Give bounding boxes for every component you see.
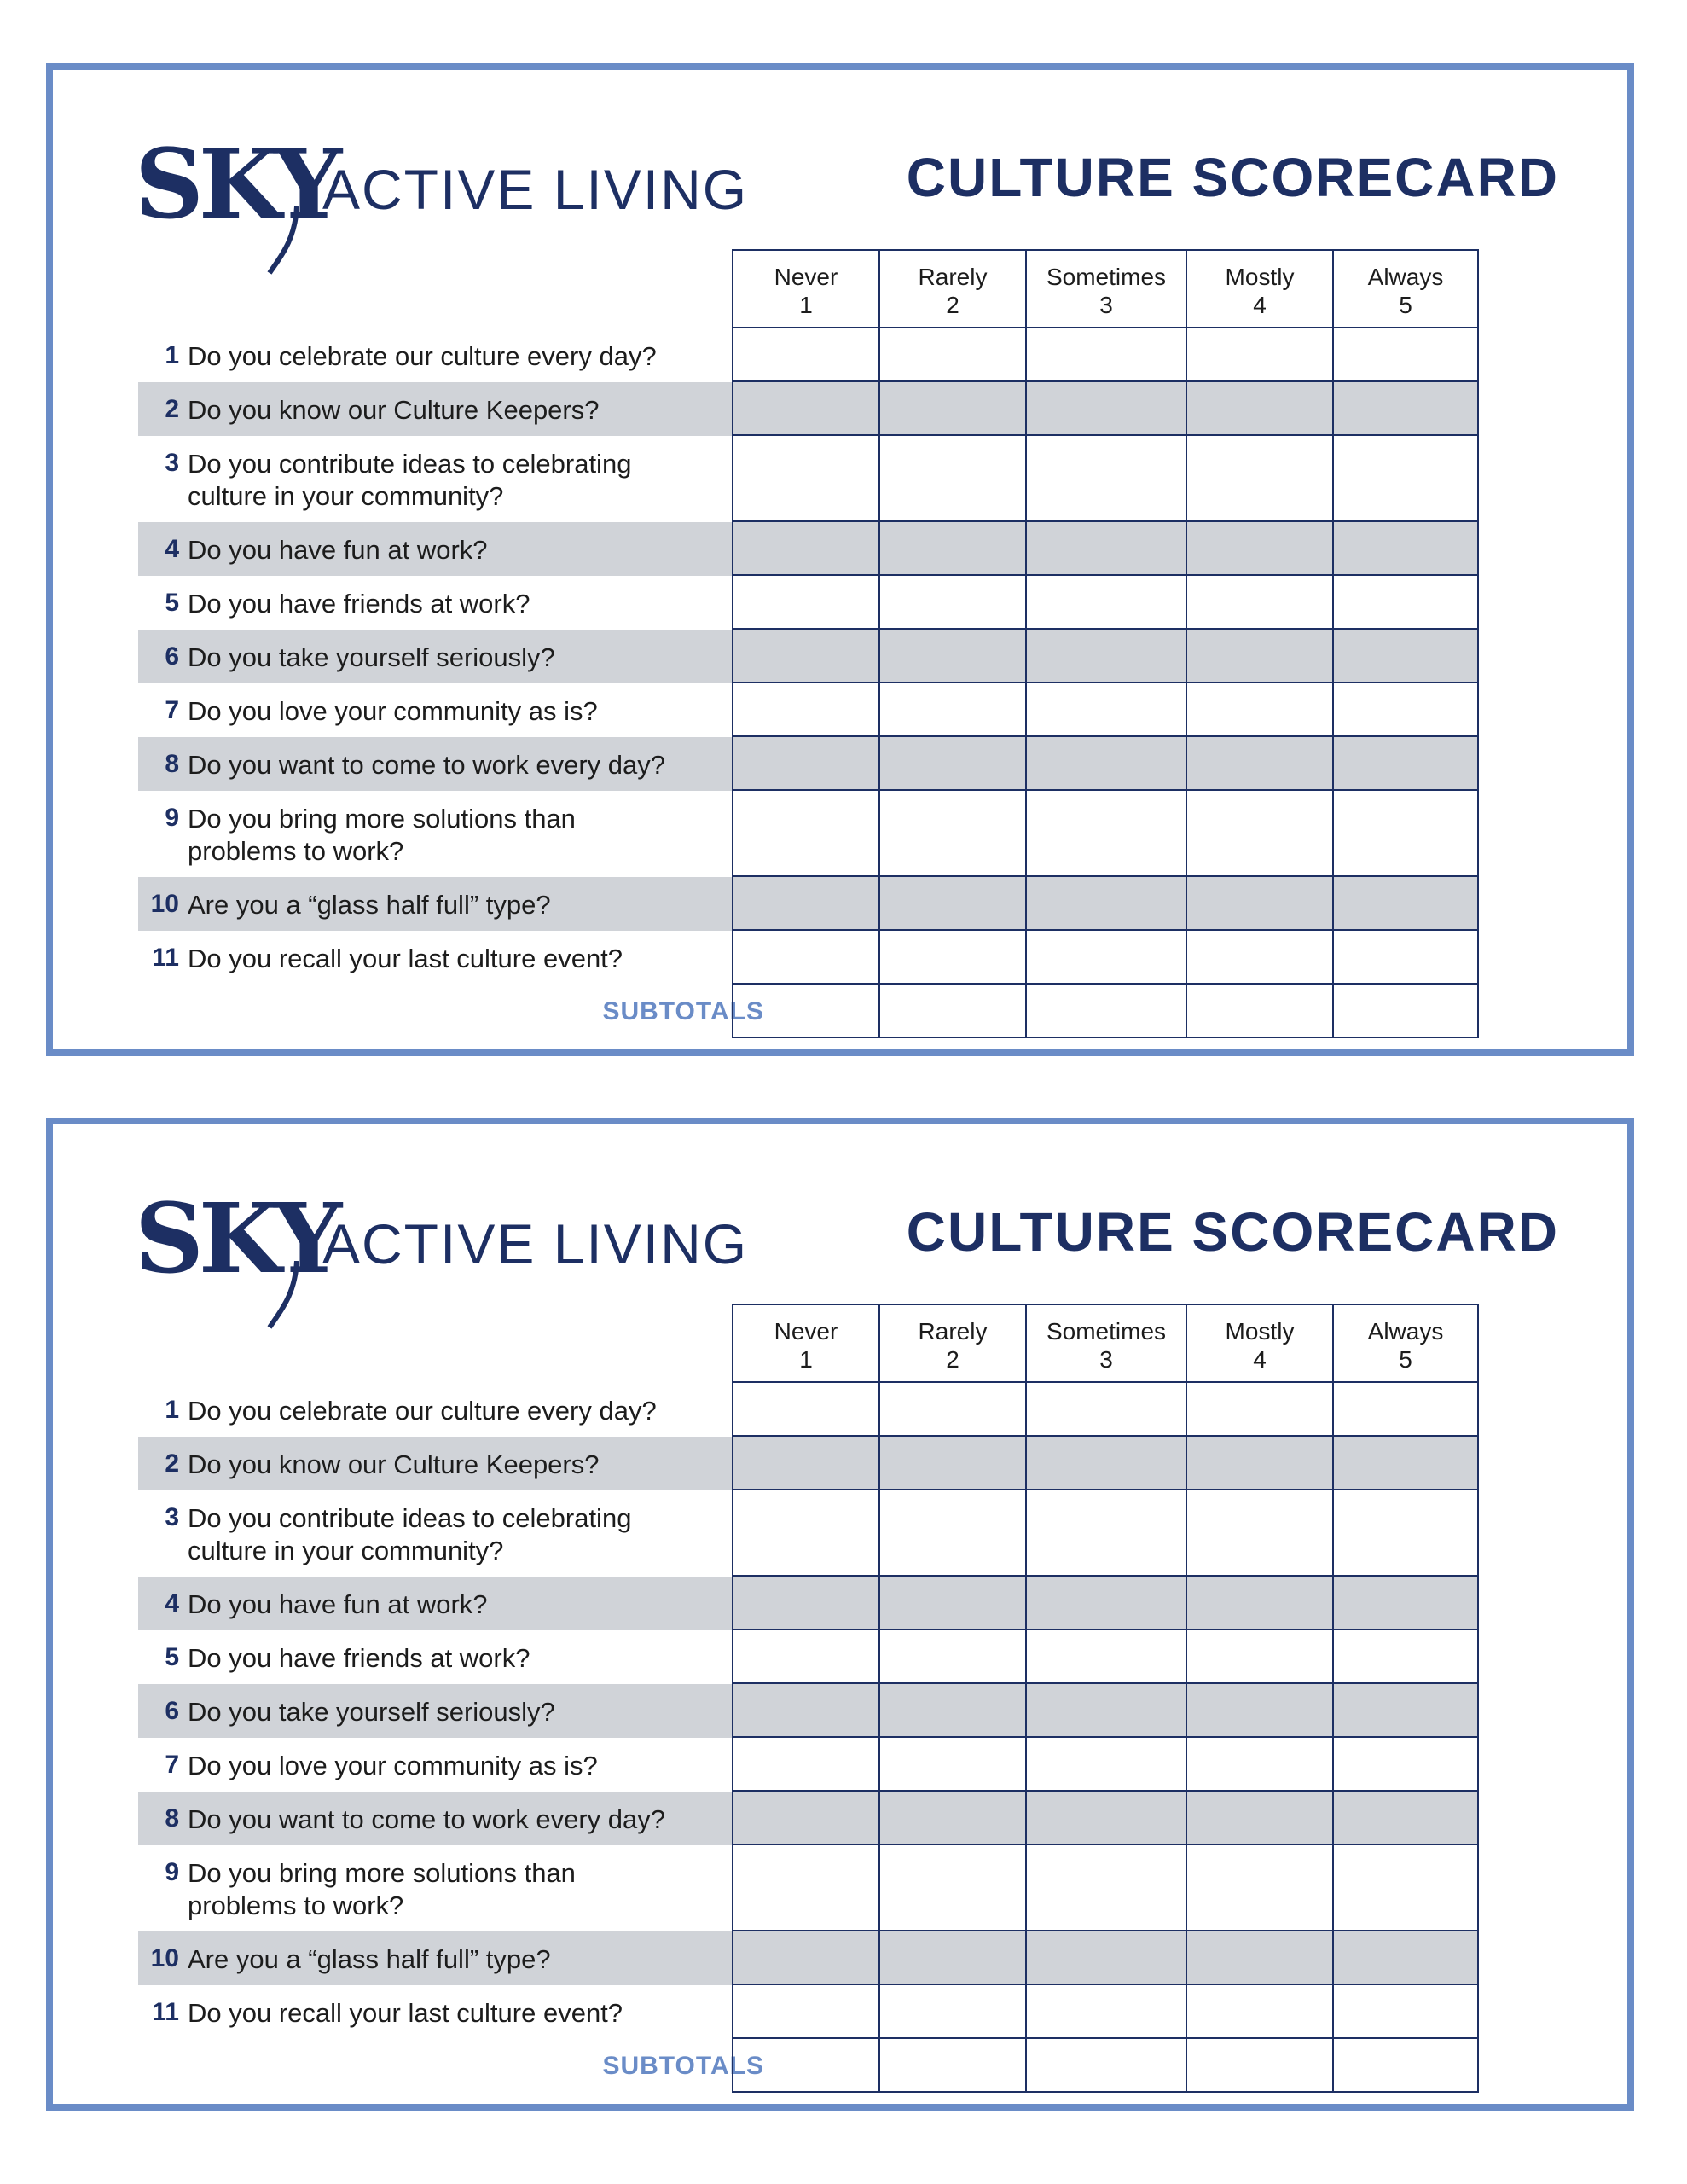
- logo-tagline: ACTIVE LIVING: [322, 158, 749, 221]
- column-value: 5: [1399, 292, 1412, 318]
- question-number: 2: [165, 1449, 179, 1478]
- score-cell-always[interactable]: [1332, 328, 1479, 382]
- column-header-rarely: [878, 1304, 1025, 1383]
- subtotal-cell-always[interactable]: [1332, 2039, 1479, 2093]
- question-text: Do you want to come to work every day?: [188, 1804, 665, 1834]
- score-cell-always[interactable]: [1332, 1845, 1479, 1931]
- question-area: [138, 1684, 771, 1738]
- score-cell-never[interactable]: [732, 382, 878, 436]
- score-cell-sometimes[interactable]: [1025, 1792, 1186, 1845]
- score-cell-always[interactable]: [1332, 630, 1479, 683]
- score-cell-rarely[interactable]: [878, 931, 1025, 985]
- sky-active-living-logo: [135, 130, 749, 241]
- score-cell-sometimes[interactable]: [1025, 1684, 1186, 1738]
- score-cell-never[interactable]: [732, 877, 878, 931]
- question-number: 3: [165, 449, 179, 477]
- question-text: Do you take yourself seriously?: [188, 642, 555, 672]
- question-text: Do you have fun at work?: [188, 1589, 488, 1619]
- score-cell-rarely[interactable]: [878, 1383, 1025, 1437]
- question-text: Do you love your community as is?: [188, 1751, 598, 1780]
- question-text: Do you know our Culture Keepers?: [188, 1449, 600, 1479]
- scorecard-bottom: [46, 1118, 1634, 2111]
- table-row: [138, 931, 1581, 985]
- score-cell-always[interactable]: [1332, 683, 1479, 737]
- table-row: [138, 630, 1581, 683]
- score-cell-rarely[interactable]: [878, 436, 1025, 522]
- score-cell-always[interactable]: [1332, 1577, 1479, 1630]
- scorecard-top: [46, 63, 1634, 1056]
- question-area: [138, 737, 771, 791]
- question-text: Do you know our Culture Keepers?: [188, 395, 600, 425]
- question-number: 7: [165, 1751, 179, 1779]
- logo-mark: SKY: [135, 129, 338, 241]
- subtotal-cell-sometimes[interactable]: [1025, 985, 1186, 1038]
- question-number: 10: [150, 1944, 179, 1972]
- question-number: 5: [165, 1643, 179, 1671]
- score-cell-sometimes[interactable]: [1025, 630, 1186, 683]
- question-number: 6: [165, 642, 179, 671]
- question-area: [138, 1383, 771, 1437]
- score-cell-sometimes[interactable]: [1025, 1931, 1186, 1985]
- score-cell-never[interactable]: [732, 1931, 878, 1985]
- score-cell-rarely[interactable]: [878, 576, 1025, 630]
- question-area: [138, 1845, 771, 1931]
- score-cell-never[interactable]: [732, 931, 878, 985]
- score-cell-sometimes[interactable]: [1025, 683, 1186, 737]
- score-cell-never[interactable]: [732, 436, 878, 522]
- table-row: [138, 1738, 1581, 1792]
- score-cell-never[interactable]: [732, 1985, 878, 2039]
- column-label: Sometimes: [1046, 264, 1167, 290]
- score-cell-rarely[interactable]: [878, 1931, 1025, 1985]
- score-cell-sometimes[interactable]: [1025, 522, 1186, 576]
- question-area: [138, 1738, 771, 1792]
- score-cell-sometimes[interactable]: [1025, 576, 1186, 630]
- table-row: [138, 522, 1581, 576]
- score-cell-mostly[interactable]: [1186, 630, 1332, 683]
- score-cell-always[interactable]: [1332, 931, 1479, 985]
- score-cell-sometimes[interactable]: [1025, 1630, 1186, 1684]
- scorecard-table: [138, 1304, 1581, 2093]
- score-cell-mostly[interactable]: [1186, 1738, 1332, 1792]
- score-cell-never[interactable]: [732, 1630, 878, 1684]
- score-cell-rarely[interactable]: [878, 382, 1025, 436]
- question-text: Do you bring more solutions than problems to work?: [188, 1858, 576, 1920]
- column-label: Mostly: [1225, 1318, 1295, 1345]
- score-cell-rarely[interactable]: [878, 1577, 1025, 1630]
- question-text: Do you celebrate our culture every day?: [188, 341, 657, 371]
- column-label: Rarely: [918, 1318, 988, 1345]
- question-area: [138, 1577, 771, 1630]
- score-cell-mostly[interactable]: [1186, 436, 1332, 522]
- score-cell-mostly[interactable]: [1186, 931, 1332, 985]
- column-label: Always: [1367, 264, 1444, 290]
- question-text: Do you have fun at work?: [188, 535, 488, 565]
- score-cell-always[interactable]: [1332, 1985, 1479, 2039]
- subtotal-cell-rarely[interactable]: [878, 985, 1025, 1038]
- score-cell-rarely[interactable]: [878, 1738, 1025, 1792]
- score-cell-sometimes[interactable]: [1025, 931, 1186, 985]
- score-cell-mostly[interactable]: [1186, 1437, 1332, 1490]
- column-value: 2: [946, 292, 959, 318]
- question-area: [138, 931, 771, 985]
- table-row: [138, 1577, 1581, 1630]
- score-cell-mostly[interactable]: [1186, 1383, 1332, 1437]
- question-number: 11: [152, 1998, 179, 2026]
- score-cell-sometimes[interactable]: [1025, 737, 1186, 791]
- column-value: 3: [1099, 292, 1113, 318]
- score-cell-sometimes[interactable]: [1025, 877, 1186, 931]
- question-number: 1: [165, 341, 179, 369]
- page-title: CULTURE SCORECARD: [906, 147, 1559, 208]
- score-cell-rarely[interactable]: [878, 1437, 1025, 1490]
- question-text: Do you love your community as is?: [188, 696, 598, 726]
- score-cell-mostly[interactable]: [1186, 1630, 1332, 1684]
- column-label: Always: [1367, 1318, 1444, 1345]
- question-number: 8: [165, 1804, 179, 1833]
- score-cell-never[interactable]: [732, 1684, 878, 1738]
- page-title: CULTURE SCORECARD: [906, 1201, 1559, 1263]
- score-cell-mostly[interactable]: [1186, 382, 1332, 436]
- column-value: 3: [1099, 1346, 1113, 1373]
- score-cell-never[interactable]: [732, 683, 878, 737]
- score-cell-never[interactable]: [732, 1383, 878, 1437]
- scorecard-table: [138, 249, 1581, 1038]
- question-number: 4: [165, 1589, 179, 1618]
- column-header-mostly: [1186, 249, 1332, 328]
- question-text: Do you recall your last culture event?: [188, 1998, 623, 2028]
- score-cell-rarely[interactable]: [878, 1985, 1025, 2039]
- score-cell-mostly[interactable]: [1186, 522, 1332, 576]
- score-cell-sometimes[interactable]: [1025, 382, 1186, 436]
- question-area: [138, 328, 771, 382]
- score-cell-sometimes[interactable]: [1025, 791, 1186, 877]
- score-cell-sometimes[interactable]: [1025, 328, 1186, 382]
- subtotal-cell-rarely[interactable]: [878, 2039, 1025, 2093]
- score-cell-always[interactable]: [1332, 791, 1479, 877]
- question-number: 4: [165, 535, 179, 563]
- question-area: [138, 436, 771, 522]
- question-text: Do you take yourself seriously?: [188, 1697, 555, 1727]
- table-row: [138, 791, 1581, 877]
- question-area: [138, 1931, 771, 1985]
- column-value: 2: [946, 1346, 959, 1373]
- column-header-always: [1332, 1304, 1479, 1383]
- score-cell-mostly[interactable]: [1186, 328, 1332, 382]
- score-cell-rarely[interactable]: [878, 791, 1025, 877]
- column-label: Mostly: [1225, 264, 1295, 290]
- table-row: [138, 382, 1581, 436]
- column-header-never: [732, 249, 878, 328]
- score-cell-always[interactable]: [1332, 1931, 1479, 1985]
- score-cell-always[interactable]: [1332, 1437, 1479, 1490]
- score-cell-never[interactable]: [732, 1738, 878, 1792]
- score-cell-rarely[interactable]: [878, 522, 1025, 576]
- question-number: 6: [165, 1697, 179, 1725]
- table-row: [138, 1845, 1581, 1931]
- score-cell-sometimes[interactable]: [1025, 436, 1186, 522]
- column-header-row: [138, 249, 1581, 328]
- subtotal-cell-sometimes[interactable]: [1025, 2039, 1186, 2093]
- score-cell-always[interactable]: [1332, 1490, 1479, 1577]
- column-value: 1: [799, 292, 813, 318]
- question-text: Do you have friends at work?: [188, 1643, 530, 1673]
- question-area: [138, 576, 771, 630]
- question-text: Do you celebrate our culture every day?: [188, 1396, 657, 1426]
- column-header-mostly: [1186, 1304, 1332, 1383]
- logo-tagline: ACTIVE LIVING: [322, 1212, 749, 1275]
- column-value: 1: [799, 1346, 813, 1373]
- score-cell-always[interactable]: [1332, 1684, 1479, 1738]
- column-label: Never: [774, 264, 838, 290]
- question-area: [138, 791, 771, 877]
- score-cell-sometimes[interactable]: [1025, 1577, 1186, 1630]
- question-text: Do you have friends at work?: [188, 589, 530, 619]
- column-value: 4: [1253, 292, 1267, 318]
- score-cell-mostly[interactable]: [1186, 1931, 1332, 1985]
- table-row: [138, 737, 1581, 791]
- score-cell-mostly[interactable]: [1186, 1490, 1332, 1577]
- question-text: Are you a “glass half full” type?: [188, 1944, 551, 1974]
- question-area: [138, 1792, 771, 1845]
- question-number: 10: [150, 890, 179, 918]
- subtotals-row: [138, 985, 1581, 1038]
- score-cell-sometimes[interactable]: [1025, 1738, 1186, 1792]
- subtotal-cell-never[interactable]: [732, 985, 878, 1038]
- table-row: [138, 436, 1581, 522]
- score-cell-never[interactable]: [732, 737, 878, 791]
- score-cell-rarely[interactable]: [878, 737, 1025, 791]
- question-number: 7: [165, 696, 179, 724]
- score-cell-sometimes[interactable]: [1025, 1985, 1186, 2039]
- subtotals-row: [138, 2039, 1581, 2093]
- table-row: [138, 1684, 1581, 1738]
- score-cell-always[interactable]: [1332, 1383, 1479, 1437]
- score-cell-always[interactable]: [1332, 436, 1479, 522]
- score-cell-rarely[interactable]: [878, 1630, 1025, 1684]
- column-label: Sometimes: [1046, 1318, 1167, 1345]
- question-number: 2: [165, 395, 179, 423]
- score-cell-always[interactable]: [1332, 576, 1479, 630]
- score-cell-mostly[interactable]: [1186, 877, 1332, 931]
- question-number: 9: [165, 804, 179, 832]
- score-cell-mostly[interactable]: [1186, 683, 1332, 737]
- table-row: [138, 1931, 1581, 1985]
- score-cell-sometimes[interactable]: [1025, 1437, 1186, 1490]
- score-cell-always[interactable]: [1332, 737, 1479, 791]
- score-cell-mostly[interactable]: [1186, 1985, 1332, 2039]
- score-cell-always[interactable]: [1332, 1630, 1479, 1684]
- score-cell-never[interactable]: [732, 1845, 878, 1931]
- logo-mark: SKY: [135, 1183, 338, 1295]
- column-header-always: [1332, 249, 1479, 328]
- table-row: [138, 328, 1581, 382]
- score-cell-rarely[interactable]: [878, 1490, 1025, 1577]
- question-area: [138, 1437, 771, 1490]
- question-number: 5: [165, 589, 179, 617]
- score-cell-always[interactable]: [1332, 522, 1479, 576]
- score-cell-never[interactable]: [732, 1577, 878, 1630]
- table-row: [138, 1490, 1581, 1577]
- score-cell-mostly[interactable]: [1186, 1792, 1332, 1845]
- column-value: 5: [1399, 1346, 1412, 1373]
- table-row: [138, 1437, 1581, 1490]
- question-text: Do you recall your last culture event?: [188, 944, 623, 973]
- question-area: [138, 1630, 771, 1684]
- sky-active-living-logo: [135, 1184, 749, 1295]
- question-number: 8: [165, 750, 179, 778]
- score-cell-rarely[interactable]: [878, 1684, 1025, 1738]
- score-cell-never[interactable]: [732, 1792, 878, 1845]
- score-cell-mostly[interactable]: [1186, 737, 1332, 791]
- question-area: [138, 1985, 771, 2039]
- table-row: [138, 1985, 1581, 2039]
- question-area: [138, 1490, 771, 1577]
- table-row: [138, 877, 1581, 931]
- column-value: 4: [1253, 1346, 1267, 1373]
- score-cell-never[interactable]: [732, 522, 878, 576]
- question-text: Are you a “glass half full” type?: [188, 890, 551, 920]
- question-number: 3: [165, 1503, 179, 1531]
- question-area: [138, 630, 771, 683]
- score-cell-never[interactable]: [732, 630, 878, 683]
- subtotals-label: SUBTOTALS: [602, 997, 764, 1025]
- question-text: Do you contribute ideas to celebrating culture in your community?: [188, 449, 632, 511]
- question-number: 1: [165, 1396, 179, 1424]
- score-cell-never[interactable]: [732, 1437, 878, 1490]
- table-row: [138, 576, 1581, 630]
- question-text: Do you bring more solutions than problems to work?: [188, 804, 576, 866]
- score-cell-mostly[interactable]: [1186, 791, 1332, 877]
- score-cell-mostly[interactable]: [1186, 1684, 1332, 1738]
- score-cell-rarely[interactable]: [878, 877, 1025, 931]
- score-cell-rarely[interactable]: [878, 630, 1025, 683]
- question-area: [138, 522, 771, 576]
- score-cell-rarely[interactable]: [878, 1792, 1025, 1845]
- score-cell-always[interactable]: [1332, 382, 1479, 436]
- column-header-rarely: [878, 249, 1025, 328]
- question-area: [138, 683, 771, 737]
- table-row: [138, 1792, 1581, 1845]
- question-number: 9: [165, 1858, 179, 1886]
- column-header-sometimes: [1025, 249, 1186, 328]
- subtotals-label: SUBTOTALS: [602, 2052, 764, 2080]
- score-cell-sometimes[interactable]: [1025, 1490, 1186, 1577]
- score-cell-never[interactable]: [732, 328, 878, 382]
- table-row: [138, 1383, 1581, 1437]
- score-cell-never[interactable]: [732, 576, 878, 630]
- question-area: [138, 877, 771, 931]
- column-header-never: [732, 1304, 878, 1383]
- score-cell-mostly[interactable]: [1186, 576, 1332, 630]
- score-cell-sometimes[interactable]: [1025, 1383, 1186, 1437]
- subtotal-cell-always[interactable]: [1332, 985, 1479, 1038]
- score-cell-sometimes[interactable]: [1025, 1845, 1186, 1931]
- score-cell-rarely[interactable]: [878, 1845, 1025, 1931]
- score-cell-never[interactable]: [732, 791, 878, 877]
- table-row: [138, 1630, 1581, 1684]
- score-cell-mostly[interactable]: [1186, 1577, 1332, 1630]
- question-number: 11: [152, 944, 179, 972]
- column-label: Never: [774, 1318, 838, 1345]
- question-text: Do you contribute ideas to celebrating culture in your community?: [188, 1503, 632, 1565]
- score-cell-always[interactable]: [1332, 1792, 1479, 1845]
- score-cell-mostly[interactable]: [1186, 1845, 1332, 1931]
- score-cell-rarely[interactable]: [878, 683, 1025, 737]
- subtotal-cell-never[interactable]: [732, 2039, 878, 2093]
- question-text: Do you want to come to work every day?: [188, 750, 665, 780]
- table-row: [138, 683, 1581, 737]
- question-area: [138, 382, 771, 436]
- subtotal-cell-mostly[interactable]: [1186, 2039, 1332, 2093]
- score-cell-never[interactable]: [732, 1490, 878, 1577]
- subtotal-cell-mostly[interactable]: [1186, 985, 1332, 1038]
- score-cell-always[interactable]: [1332, 1738, 1479, 1792]
- column-label: Rarely: [918, 264, 988, 290]
- score-cell-always[interactable]: [1332, 877, 1479, 931]
- column-header-row: [138, 1304, 1581, 1383]
- column-header-sometimes: [1025, 1304, 1186, 1383]
- score-cell-rarely[interactable]: [878, 328, 1025, 382]
